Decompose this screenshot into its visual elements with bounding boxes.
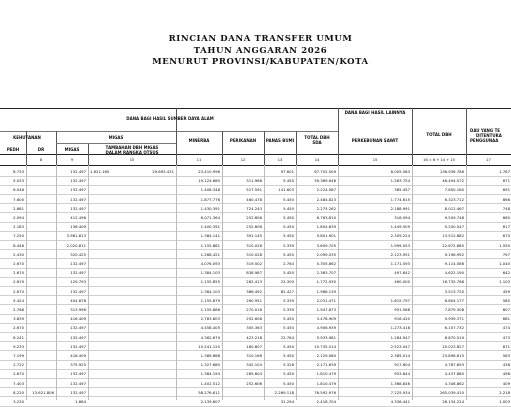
table-cell: 252.606: [246, 316, 262, 322]
report-subtitle: MENURUT PROVINSI/KABUPATEN/KOTA: [152, 57, 369, 67]
table-cell: 1.767: [499, 169, 510, 174]
table-cell: 4.346.862: [444, 380, 464, 386]
body-col-divider: [222, 165, 223, 400]
table-cell: 1.384.194: [200, 371, 220, 377]
table-cell: 129.793: [70, 279, 86, 285]
table-cell: 2.670: [13, 325, 24, 331]
table-cell: 2.722: [13, 362, 24, 368]
header-total-dbh: TOTAL DBH: [426, 132, 452, 137]
table-cell: 132.497: [70, 288, 86, 294]
table-cell: 385.457: [394, 187, 410, 193]
table-cell: 23.898.815: [442, 353, 464, 358]
table-cell: 311.966: [246, 178, 262, 184]
table-cell: 8.012.467: [444, 205, 464, 211]
table-cell: 5.200.547: [444, 224, 464, 230]
column-number: 8: [39, 158, 43, 162]
table-cell: 310.028: [246, 242, 262, 248]
table-cell: 2.764: [283, 261, 294, 266]
table-cell: 262.413: [246, 279, 262, 285]
table-cell: 642: [502, 270, 510, 276]
table-cell: 2.670: [13, 288, 24, 294]
table-cell: 404.878: [70, 297, 86, 303]
table-cell: 1.155.866: [200, 307, 220, 312]
table-cell: 2.171.639: [316, 362, 336, 368]
table-cell: 4.076.093: [200, 261, 220, 266]
header-divider-3: [0, 165, 511, 166]
table-cell: 180.607: [246, 343, 262, 349]
table-cell: 313.996: [70, 307, 86, 312]
table-cell: 375.925: [70, 362, 86, 368]
table-cell: 132.497: [70, 389, 86, 395]
table-cell: 1.999.053: [390, 242, 410, 248]
table-cell: 1.772.930: [316, 279, 336, 285]
column-number: 15: [372, 158, 378, 162]
table-cell: 2.670: [13, 270, 24, 276]
column-number: 9: [70, 158, 74, 162]
table-cell: 416.409: [70, 353, 86, 358]
table-cell: 8.241: [13, 334, 24, 340]
table-cell: 23.410.996: [198, 169, 220, 174]
table-cell: 9.509.748: [444, 215, 464, 220]
body-col-divider: [56, 165, 57, 400]
table-cell: 16.735.768: [442, 279, 464, 285]
table-cell: 136.936.786: [439, 169, 464, 174]
column-number: 17: [486, 158, 491, 162]
header-kehutanan: KEHUTANAN: [13, 135, 41, 140]
table-cell: 4.437.880: [444, 371, 464, 377]
table-cell: 412.496: [70, 215, 86, 220]
table-cell: 31.294: [280, 399, 294, 404]
table-cell: 5.450: [283, 178, 294, 184]
header-migas: MIGAS: [64, 147, 80, 152]
table-cell: 97.601: [280, 169, 294, 174]
table-cell: 6.107.732: [444, 325, 464, 331]
table-cell: 807: [502, 307, 510, 312]
table-cell: 132.497: [70, 371, 86, 377]
table-cell: 316.094: [394, 215, 410, 220]
table-cell: 1.327.680: [200, 362, 220, 368]
table-cell: 423.218: [246, 334, 262, 340]
table-cell: 132.497: [70, 178, 86, 184]
table-cell: 310.166: [246, 353, 262, 358]
table-cell: 260.951: [246, 297, 262, 303]
table-cell: 3.513.720: [444, 288, 464, 294]
table-cell: 6.763.810: [316, 215, 336, 220]
table-cell: 1.384.103: [200, 270, 220, 276]
table-cell: 1.155.879: [200, 297, 220, 303]
table-cell: 4.458.405: [200, 325, 220, 331]
table-cell: 1.384.141: [200, 233, 220, 239]
table-cell: 1.621.165: [90, 169, 110, 174]
column-number: 16 = 6 + 14 + 15: [423, 158, 455, 162]
table-cell: 459: [502, 288, 510, 294]
table-cell: 132.497: [70, 334, 86, 340]
table-cell: 2.619: [13, 279, 24, 285]
body-col-divider: [296, 165, 297, 400]
table-cell: 563: [502, 353, 510, 358]
table-cell: 132.497: [70, 343, 86, 349]
table-cell: 5.450: [283, 270, 294, 276]
table-cell: 265.039.410: [439, 389, 464, 395]
table-cell: 5.450: [283, 196, 294, 202]
table-cell: 5.450: [283, 251, 294, 257]
table-cell: 2.783.803: [200, 316, 220, 322]
table-cell: 3.839: [13, 316, 24, 322]
table-cell: 5.450: [283, 380, 294, 386]
table-cell: 1.804.839: [316, 224, 336, 230]
table-cell: 497.642: [394, 270, 410, 276]
header-divider-2: [0, 154, 511, 155]
header-perkebunan-sawit: PERKEBUNAN SAWIT: [351, 138, 399, 143]
table-cell: 310.028: [246, 251, 262, 257]
header-perikanan: PERIKANAN: [229, 138, 257, 143]
table-cell: 5.450: [283, 215, 294, 220]
col-divider: [466, 108, 467, 165]
column-number: 10: [129, 158, 135, 162]
table-cell: 1.400.391: [200, 224, 220, 230]
table-cell: 5.450: [283, 353, 294, 358]
table-cell: 5.450: [283, 205, 294, 211]
table-cell: 1.284.947: [390, 334, 410, 340]
table-cell: 5.450: [283, 325, 294, 331]
report-title-block: [0, 34, 511, 69]
column-number: 11: [196, 158, 202, 162]
table-cell: 22.300: [280, 279, 294, 285]
table-cell: 132.497: [70, 380, 86, 386]
table-cell: 15.241.120: [198, 343, 220, 349]
table-cell: 5.450: [283, 316, 294, 322]
table-cell: 132.497: [70, 205, 86, 211]
table-cell: 1.550: [499, 242, 510, 248]
table-cell: 7.225.934: [390, 389, 410, 395]
header-total-dbh-sda: TOTAL DBH SDA: [304, 135, 330, 145]
header-dr: DR: [37, 147, 45, 152]
table-cell: 2.188.991: [390, 205, 410, 211]
table-cell: 527.591: [246, 187, 262, 193]
table-cell: 8.005.583: [390, 169, 410, 174]
migas-subdivider: [56, 143, 176, 144]
report-year: TAHUN ANGGARAN 2026: [193, 45, 328, 56]
table-cell: 681: [502, 316, 510, 322]
table-cell: 9.233: [13, 343, 24, 349]
table-cell: 1.947.873: [316, 307, 336, 312]
header-panas-bumi: PANAS BUMI: [265, 138, 295, 143]
table-cell: 438: [502, 362, 510, 368]
table-cell: 691: [502, 187, 510, 193]
table-cell: 3.230: [13, 399, 24, 404]
table-cell: 6.071.364: [200, 215, 220, 220]
table-cell: 2.139.607: [200, 399, 220, 404]
table-cell: 2.363.707: [316, 270, 336, 276]
table-cell: 951.568: [394, 307, 410, 312]
table-cell: 2.269.118: [274, 389, 294, 395]
table-cell: 496: [502, 371, 510, 377]
table-cell: 2.129.080: [316, 353, 336, 358]
table-cell: 9.114.586: [444, 261, 464, 266]
table-cell: 2.681: [13, 205, 24, 211]
body-col-divider: [176, 165, 177, 400]
table-cell: 416.409: [70, 316, 86, 322]
table-cell: 660: [502, 215, 510, 220]
table-cell: 1.774.615: [390, 196, 410, 202]
table-cell: 386.492: [246, 288, 262, 294]
table-cell: 748: [502, 205, 510, 211]
table-cell: 391.145: [246, 233, 262, 239]
table-cell: 5.033: [13, 178, 24, 184]
table-cell: 132.497: [70, 325, 86, 331]
table-cell: 8.670.519: [444, 334, 464, 340]
table-cell: 3.981.813: [66, 233, 86, 239]
table-cell: 2.031.471: [316, 297, 336, 303]
table-cell: 342.104: [246, 362, 262, 368]
table-cell: 19.124.680: [198, 178, 220, 184]
header-tambahan-dbh: TAMBAHAN DBH MIGAS DALAM RANGKA OTSUS: [105, 145, 159, 155]
table-cell: 141.603: [278, 187, 294, 193]
body-col-divider: [466, 165, 467, 400]
table-cell: 4.622.190: [444, 270, 464, 276]
table-cell: 2.123.951: [390, 251, 410, 257]
table-cell: 1.810.479: [316, 380, 336, 386]
table-cell: 76.592.976: [314, 389, 336, 395]
table-cell: 1.103: [499, 279, 510, 285]
table-cell: 2.218: [499, 389, 510, 395]
table-cell: 2.430: [13, 251, 24, 257]
table-cell: 474: [502, 325, 510, 331]
table-cell: 838.987: [246, 270, 262, 276]
table-cell: 1.449.509: [390, 224, 410, 230]
table-cell: 1.155.881: [200, 242, 220, 248]
header-dbh-sda: DANA BAGI HASIL SUMBER DAYA ALAM: [126, 116, 214, 121]
table-cell: 1.877.776: [200, 196, 220, 202]
table-cell: 2.670: [13, 261, 24, 266]
table-cell: 724.243: [246, 205, 262, 211]
table-cell: 252.606: [246, 224, 262, 230]
column-number: 13: [277, 158, 283, 162]
table-cell: 5.355.862: [316, 261, 336, 266]
table-cell: 5.339: [283, 242, 294, 248]
table-cell: 7.250: [13, 233, 24, 239]
table-cell: 132.497: [70, 261, 86, 266]
table-top-border: [0, 108, 511, 109]
table-cell: 25.023.827: [442, 343, 464, 349]
table-cell: 22.672.885: [442, 242, 464, 248]
table-cell: 1.430.391: [200, 205, 220, 211]
table-cell: 2.309.224: [390, 233, 410, 239]
table-cell: 7.199: [13, 353, 24, 358]
header-minerba: MINERBA: [188, 138, 210, 143]
header-pedh: PEDH: [6, 147, 20, 152]
table-cell: 617: [502, 224, 510, 230]
body-col-divider: [338, 165, 339, 400]
table-cell: 5.450: [283, 343, 294, 349]
body-col-divider: [88, 165, 89, 400]
table-cell: 7.800.180: [444, 187, 464, 193]
table-cell: 136.409: [70, 224, 86, 230]
column-number: 14: [314, 158, 320, 162]
table-cell: 2.670: [13, 371, 24, 377]
table-cell: 1.268.421: [200, 251, 220, 257]
table-cell: 9.196.992: [444, 251, 464, 257]
table-cell: 5.339: [283, 307, 294, 312]
table-cell: 5.339: [283, 297, 294, 303]
table-cell: 5.450: [283, 233, 294, 239]
table-cell: 1.615.797: [390, 297, 410, 303]
table-cell: 28.134.224: [442, 399, 464, 404]
header-dau: DAU YANG TE DITENTUKA PENGGUNAA: [470, 128, 502, 143]
table-cell: 1.003: [499, 399, 510, 404]
table-cell: 3.609.705: [316, 242, 336, 248]
table-cell: 7.403: [13, 380, 24, 386]
table-cell: 29.693.431: [152, 169, 174, 174]
table-cell: 917.604: [394, 362, 410, 368]
table-cell: 5.450: [283, 371, 294, 377]
table-cell: 4.336.441: [390, 399, 410, 404]
table-cell: 5.328: [283, 362, 294, 368]
table-cell: 2.484.823: [316, 196, 336, 202]
table-cell: 580: [502, 297, 510, 303]
table-cell: 2.275.262: [316, 205, 336, 211]
table-cell: 132.497: [70, 196, 86, 202]
table-cell: 285.604: [246, 371, 262, 377]
header-migas-group: MIGAS: [108, 135, 124, 140]
table-cell: 15.735.514: [314, 343, 336, 349]
table-cell: 473: [502, 334, 510, 340]
table-cell: 305.363: [246, 325, 262, 331]
table-cell: 9.939.371: [444, 316, 464, 322]
table-cell: 5.450: [283, 224, 294, 230]
table-cell: 6.323.712: [444, 196, 464, 202]
table-cell: 8.446: [13, 242, 24, 248]
body-col-divider: [264, 165, 265, 400]
table-cell: 6.604.177: [444, 297, 464, 303]
row-divider: [0, 406, 511, 407]
table-cell: 132.497: [70, 270, 86, 276]
table-cell: 1.864: [75, 399, 86, 404]
table-cell: 2.183: [13, 224, 24, 230]
column-number: 12: [240, 158, 246, 162]
table-cell: 1.384.103: [200, 288, 220, 294]
table-cell: 13.512.882: [442, 233, 464, 239]
table-cell: 252.606: [246, 380, 262, 386]
table-cell: 13.621.806: [32, 389, 54, 395]
table-cell: 460.000: [394, 279, 410, 285]
table-cell: 4.906.939: [316, 325, 336, 331]
table-cell: 953.644: [394, 371, 410, 377]
header-dbh-lainnya: DANA BAGI HASIL LAINNYA: [344, 110, 406, 115]
body-col-divider: [26, 165, 27, 400]
table-cell: 1.810.479: [316, 371, 336, 377]
table-cell: 4.362.679: [200, 334, 220, 340]
table-cell: 39.389.646: [314, 178, 336, 184]
table-cell: 409: [502, 380, 510, 386]
table-cell: 2.224.087: [316, 187, 336, 193]
table-cell: 7.600: [13, 196, 24, 202]
table-cell: 1.273.418: [390, 325, 410, 331]
table-cell: 916.420: [394, 316, 410, 322]
body-col-divider: [412, 165, 413, 400]
table-cell: 1.408.348: [200, 187, 220, 193]
table-cell: 2.020.811: [66, 242, 86, 248]
header-divider-1: [0, 131, 338, 132]
table-cell: 82.427: [280, 288, 294, 294]
table-cell: 22.764: [280, 334, 294, 340]
col-divider: [338, 108, 339, 165]
table-cell: 46.494.572: [442, 178, 464, 184]
table-cell: 2.766: [13, 307, 24, 312]
table-cell: 67.702.509: [314, 169, 336, 174]
table-cell: 4.787.893: [444, 362, 464, 368]
table-cell: 58.276.611: [198, 389, 220, 395]
table-cell: 871: [502, 343, 510, 349]
table-cell: 1.389.866: [200, 353, 220, 358]
table-cell: 2.418.704: [316, 399, 336, 404]
table-cell: 7.879.308: [444, 307, 464, 312]
table-cell: 5.424: [13, 297, 24, 303]
table-cell: 2.523.047: [390, 343, 410, 349]
table-cell: 132.497: [70, 187, 86, 193]
table-cell: 1.155.855: [200, 279, 220, 285]
table-cell: 6.046: [13, 187, 24, 193]
table-cell: 1.402.512: [200, 380, 220, 386]
table-cell: 319.502: [246, 261, 262, 266]
table-cell: 5.801.901: [316, 233, 336, 239]
table-cell: 797: [502, 251, 510, 257]
table-cell: 1.368.846: [390, 380, 410, 386]
table-cell: 8.220: [13, 389, 24, 395]
table-cell: 252.606: [246, 215, 262, 220]
table-cell: 1.988.139: [316, 288, 336, 294]
table-cell: 2.094: [13, 215, 24, 220]
table-cell: 2.099.035: [316, 251, 336, 257]
table-cell: 270.018: [246, 307, 262, 312]
table-cell: 866: [502, 196, 510, 202]
table-cell: 2.385.014: [390, 353, 410, 358]
report-title: RINCIAN DANA TRANSFER UMUM: [168, 34, 353, 44]
table-cell: 132.497: [70, 169, 86, 174]
table-cell: 5.933.981: [316, 334, 336, 340]
table-cell: 671: [502, 178, 510, 184]
table-cell: 670: [502, 233, 510, 239]
table-cell: 1.171.593: [390, 261, 410, 266]
table-cell: 1.563.754: [390, 178, 410, 184]
table-cell: 320.425: [70, 251, 86, 257]
table-cell: 8.733: [13, 169, 24, 174]
table-cell: 3.478.909: [316, 316, 336, 322]
table-cell: 1.040: [499, 261, 510, 266]
table-cell: 460.478: [246, 196, 262, 202]
